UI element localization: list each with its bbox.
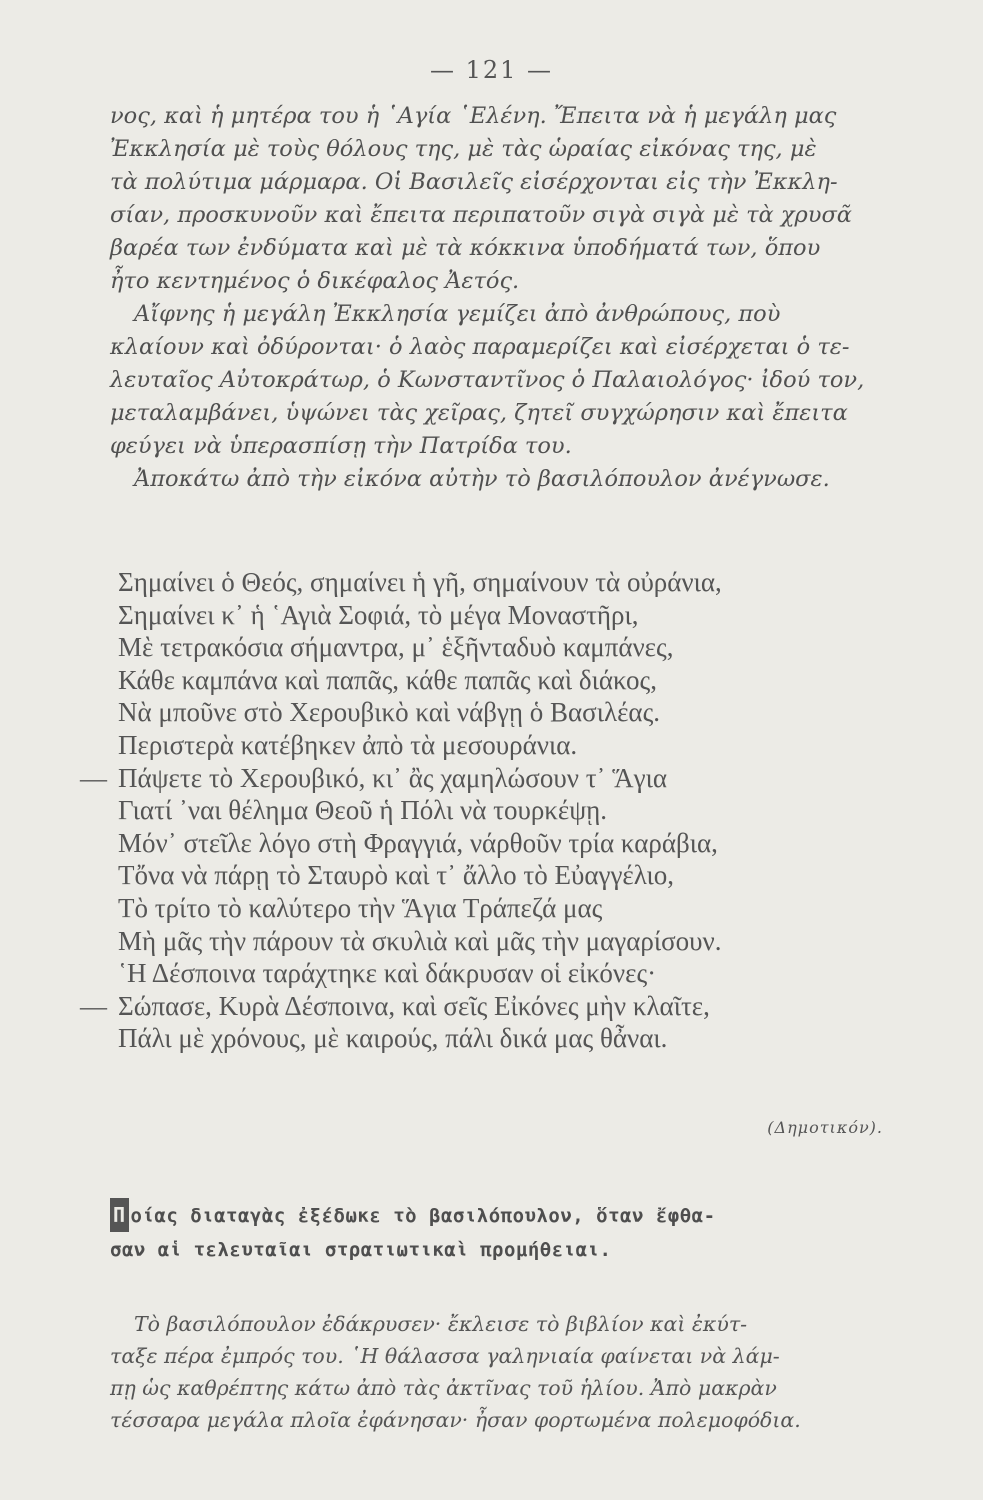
verse-text: Μὴ μᾶς τὴν πάρουν τὰ σκυλιὰ καὶ μᾶς τὴν μαγαρίσουν. xyxy=(118,925,722,956)
verse-text: ῾Η Δέσποινα ταράχτηκε καὶ δάκρυσαν οἱ εἰκόνες· xyxy=(118,958,657,989)
section-heading xyxy=(110,1198,930,1267)
poem-verse xyxy=(80,631,920,664)
prose-line: ταξε πέρα ἐμπρός του. ῾Η θάλασσα γαληνιαία φαίνεται νὰ λάμ- xyxy=(110,1344,780,1368)
verse-text: Κάθε καμπάνα καὶ παπᾶς, κάθε παπᾶς καὶ διάκος, xyxy=(118,664,657,695)
poem-verse xyxy=(80,827,920,860)
poem-verse xyxy=(80,664,920,697)
prose-line: βαρέα των ἐνδύματα καὶ μὲ τὰ κόκκινα ὑποδήματά των, ὅπου xyxy=(110,235,821,261)
poem-attribution: (Δημοτικόν). xyxy=(767,1118,883,1137)
prose-line: Τὸ βασιλόπουλον ἐδάκρυσεν· ἔκλεισε τὸ βιβλίον καὶ ἐκύτ- xyxy=(134,1312,748,1336)
poem-verse xyxy=(80,990,920,1023)
prose-line: τέσσαρα μεγάλα πλοῖα ἐφάνησαν· ἦσαν φορτωμένα πολεμοφόδια. xyxy=(110,1408,801,1432)
verse-dash: — xyxy=(80,990,107,1021)
verse-text: Πάλι μὲ χρόνους, μὲ καιρούς, πάλι δικά μας θἆναι. xyxy=(118,1023,668,1054)
poem-verse xyxy=(80,859,920,892)
verse-text: Τὸ τρίτο τὸ καλύτερο τὴν Ἅγια Τράπεζά μας xyxy=(118,892,603,923)
prose-line: Ἐκκλησία μὲ τοὺς θόλους της, μὲ τὰς ὡραίας εἰκόνας της, μὲ xyxy=(110,136,817,162)
verse-text: Πάψετε τὸ Χερουβικό, κι᾿ ἂς χαμηλώσουν τ᾿ Ἅγια xyxy=(118,762,667,793)
poem-verse xyxy=(80,925,920,958)
heading-text: οίας διαταγὰς ἐξέδωκε τὸ βασιλόπουλον, ὅταν ἔφθα- xyxy=(130,1205,716,1227)
poem-verse xyxy=(80,566,920,599)
prose-line: φεύγει νὰ ὑπερασπίσῃ τὴν Πατρίδα του. xyxy=(110,433,572,459)
page-number: — 121 — xyxy=(429,56,554,84)
poem-verse xyxy=(80,599,920,632)
poem-verse xyxy=(80,1022,920,1055)
poem-block xyxy=(80,566,920,1055)
prose-line: τὰ πολύτιμα μάρμαρα. Οἱ Βασιλεῖς εἰσέρχονται εἰς τὴν Ἐκκλη- xyxy=(110,169,838,195)
prose-line: μεταλαμβάνει, ὑψώνει τὰς χεῖρας, ζητεῖ συγχώρησιν καὶ ἔπειτα xyxy=(110,400,848,426)
prose-line: ἦτο κεντημένος ὁ δικέφαλος Ἀετός. xyxy=(110,268,520,294)
verse-text: Μόν᾿ στεῖλε λόγο στὴ Φραγγιά, νάρθοῦν τρία καράβια, xyxy=(118,827,718,858)
prose-line: Αἴφνης ἡ μεγάλη Ἐκκλησία γεμίζει ἀπὸ ἀνθρώπους, ποὺ xyxy=(134,301,781,327)
heading-line: σαν αἱ τελευταῖαι στρατιωτικαὶ προμήθειαι. xyxy=(110,1239,612,1261)
heading-initial: Π xyxy=(110,1198,129,1232)
poem-verse xyxy=(80,957,920,990)
verse-text: Περιστερὰ κατέβηκεν ἀπὸ τὰ μεσουράνια. xyxy=(118,729,578,760)
prose-line: λευταῖος Αὐτοκράτωρ, ὁ Κωνσταντῖνος ὁ Παλαιολόγος· ἰδού τον, xyxy=(110,367,865,393)
prose-block-2 xyxy=(110,1308,930,1436)
prose-line: κλαίουν καὶ ὀδύρονται· ὁ λαὸς παραμερίζει καὶ εἰσέρχεται ὁ τε- xyxy=(110,334,850,360)
poem-verse xyxy=(80,762,920,795)
verse-text: Σημαίνει ὁ Θεός, σημαίνει ἡ γῆ, σημαίνουν τὰ οὐράνια, xyxy=(118,567,722,597)
verse-text: Τὄνα νὰ πάρῃ τὸ Σταυρὸ καὶ τ᾿ ἄλλο τὸ Εὐαγγέλιο, xyxy=(118,860,675,891)
poem-verse xyxy=(80,729,920,762)
verse-dash: — xyxy=(80,762,107,793)
prose-line: Ἀποκάτω ἀπὸ τὴν εἰκόνα αὐτὴν τὸ βασιλόπουλον ἀνέγνωσε. xyxy=(134,466,830,492)
verse-text: Νὰ μποῦνε στὸ Χερουβικὸ καὶ νάβγῃ ὁ Βασιλέας. xyxy=(118,697,661,728)
prose-line: πῃ ὡς καθρέπτης κάτω ἀπὸ τὰς ἀκτῖνας τοῦ ἡλίου. Ἀπὸ μακρὰν xyxy=(110,1376,777,1400)
prose-line: νος, καὶ ἡ μητέρα του ἡ ῾Αγία ῾Ελένη. Ἔπειτα νὰ ἡ μεγάλη μας xyxy=(110,103,837,129)
verse-text: Σώπασε, Κυρὰ Δέσποινα, καὶ σεῖς Εἰκόνες μὴν κλαῖτε, xyxy=(118,990,710,1021)
heading-line xyxy=(110,1198,930,1233)
prose-block xyxy=(110,100,910,496)
prose-line: σίαν, προσκυνοῦν καὶ ἔπειτα περιπατοῦν σιγὰ σιγὰ μὲ τὰ χρυσᾶ xyxy=(110,202,852,228)
poem-verse xyxy=(80,696,920,729)
verse-text: Σημαίνει κ᾿ ἡ ῾Αγιὰ Σοφιά, τὸ μέγα Μοναστῆρι, xyxy=(118,599,639,630)
poem-verse xyxy=(80,794,920,827)
poem-verse xyxy=(80,892,920,925)
verse-text: Μὲ τετρακόσια σήμαντρα, μ᾿ ἑξῆνταδυὸ καμπάνες, xyxy=(118,632,674,663)
verse-text: Γιατί ᾿ναι θέλημα Θεοῦ ἡ Πόλι νὰ τουρκέψῃ. xyxy=(118,795,608,826)
